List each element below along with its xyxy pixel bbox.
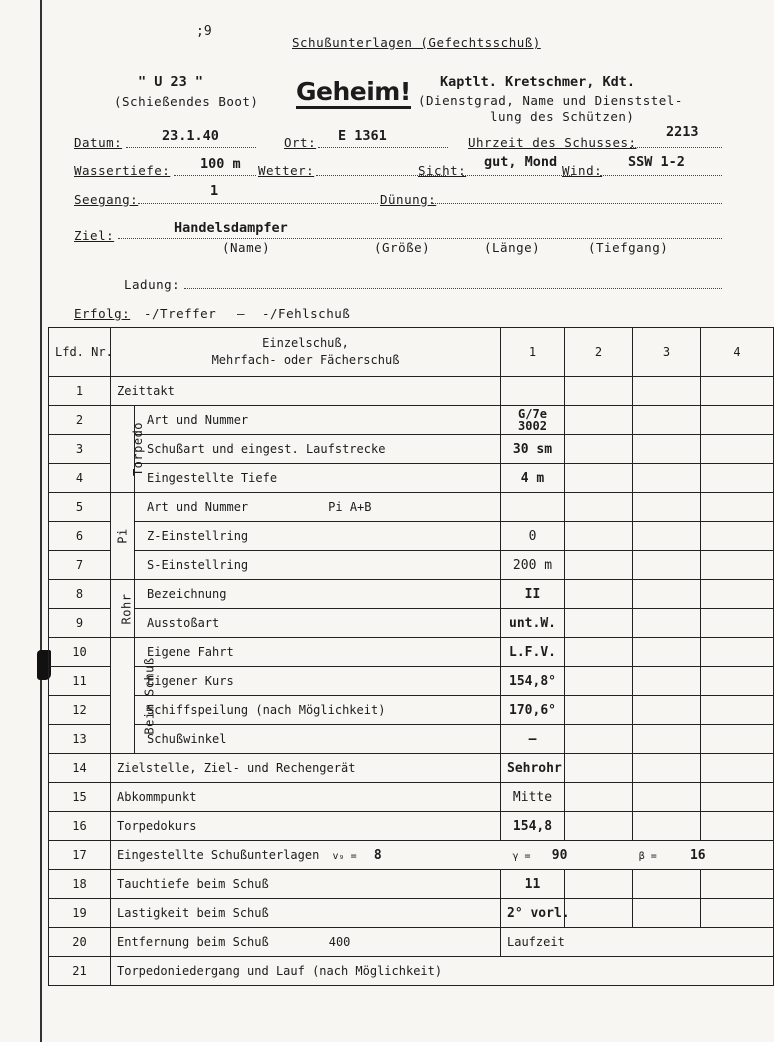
uhrzeit-value: 2213 <box>666 124 699 140</box>
datum-value: 23.1.40 <box>162 128 219 144</box>
group-pi: Pi <box>111 493 135 580</box>
group-rohr: Rohr <box>111 580 135 638</box>
uhrzeit-label: Uhrzeit des Schusses: <box>468 135 637 150</box>
ziel-laenge-caption: (Länge) <box>484 240 541 255</box>
firing-data-table <box>48 327 774 986</box>
laufzeit-cell: Laufzeit <box>501 928 774 957</box>
header-description: Einzelschuß, Mehrfach- oder Fächerschuß <box>111 328 501 377</box>
row-label: Eigene Fahrt <box>135 638 501 667</box>
ziel-label: Ziel: <box>74 228 115 243</box>
table-row <box>49 870 774 899</box>
row-label: Eingestellte Tiefe <box>135 464 501 493</box>
row-value-1: L.F.V. <box>501 638 565 667</box>
row-nr: 6 <box>49 522 111 551</box>
ziel-value: Handelsdampfer <box>174 220 288 236</box>
sicht-value: gut, Mond <box>484 154 558 170</box>
wetter-label: Wetter: <box>258 163 315 178</box>
row-label: Entfernung beim Schuß 400 <box>111 928 501 957</box>
wind-label: Wind: <box>562 163 603 178</box>
row-nr: 13 <box>49 725 111 754</box>
table-row <box>49 406 774 435</box>
row-nr: 17 <box>49 841 111 870</box>
erfolg-fehlschuss: -/Fehlschuß <box>262 306 351 321</box>
duenung-label: Dünung: <box>380 192 437 207</box>
row-label: Tauchtiefe beim Schuß <box>111 870 501 899</box>
secret-stamp: Geheim! <box>296 78 411 109</box>
row-value-1: G/7e 3002 <box>501 406 565 435</box>
row-nr: 7 <box>49 551 111 580</box>
ziel-name-caption: (Name) <box>222 240 271 255</box>
row-label: Art und Nummer <box>135 406 501 435</box>
row-value-1: 4 m <box>501 464 565 493</box>
row-nr: 9 <box>49 609 111 638</box>
table-row <box>49 435 774 464</box>
table-row <box>49 783 774 812</box>
table-row <box>49 957 774 986</box>
table-row <box>49 522 774 551</box>
margin-line <box>40 0 42 1042</box>
table-row <box>49 696 774 725</box>
row-label: Eigener Kurs <box>135 667 501 696</box>
seegang-value: 1 <box>210 183 219 199</box>
row-label: Torpedoniedergang und Lauf (nach Möglichkeit) <box>111 957 774 986</box>
row-label: Abkommpunkt <box>111 783 501 812</box>
wind-value: SSW 1-2 <box>628 154 685 170</box>
table-header-row <box>49 328 774 377</box>
row-nr: 10 <box>49 638 111 667</box>
commander-caption-1: (Dienstgrad, Name und Dienststel- <box>418 93 683 108</box>
row-value-1 <box>501 493 565 522</box>
ort-label: Ort: <box>284 135 317 150</box>
row-value-1: Mitte <box>501 783 565 812</box>
row-value-1: 200 m <box>501 551 565 580</box>
ziel-tiefgang-caption: (Tiefgang) <box>588 240 669 255</box>
row-label: Schußart und eingest. Laufstrecke <box>135 435 501 464</box>
row-value-1: unt.W. <box>501 609 565 638</box>
row-nr: 18 <box>49 870 111 899</box>
erfolg-label: Erfolg: <box>74 306 131 321</box>
row-label: Zielstelle, Ziel- und Rechengerät <box>111 754 501 783</box>
table-row <box>49 841 774 870</box>
row-label: Ausstoßart <box>135 609 501 638</box>
row-nr: 20 <box>49 928 111 957</box>
table-row <box>49 754 774 783</box>
header-col-1: 1 <box>501 328 565 377</box>
row-nr: 15 <box>49 783 111 812</box>
row-value-1: 2° vorl. <box>501 899 565 928</box>
row-label: Z-Einstellring <box>135 522 501 551</box>
row-nr: 2 <box>49 406 111 435</box>
row-nr: 12 <box>49 696 111 725</box>
erfolg-separator: – <box>237 306 246 321</box>
row-label: Zeittakt <box>111 377 501 406</box>
row-nr: 19 <box>49 899 111 928</box>
row-value-1: 154,8 <box>501 812 565 841</box>
group-beim-schuss: Beim Schuß <box>111 638 135 754</box>
table-row <box>49 725 774 754</box>
row-value-1 <box>501 377 565 406</box>
row-label: Art und Nummer Pi A+B <box>135 493 501 522</box>
row-nr: 3 <box>49 435 111 464</box>
row-label: Eingestellte Schußunterlagen v₉ = 8 <box>111 841 501 870</box>
ziel-groesse-caption: (Größe) <box>374 240 431 255</box>
ladung-label: Ladung: <box>124 277 181 292</box>
commander-value: Kaptlt. Kretschmer, Kdt. <box>440 74 636 90</box>
header-col-4: 4 <box>701 328 774 377</box>
wassertiefe-value: 100 m <box>200 156 241 172</box>
erfolg-treffer: -/Treffer <box>144 306 217 321</box>
row-nr: 4 <box>49 464 111 493</box>
row-value-1: Sehrohr <box>501 754 565 783</box>
row-label: Bezeichnung <box>135 580 501 609</box>
commander-caption-2: lung des Schützen) <box>490 109 635 124</box>
table-row <box>49 928 774 957</box>
page-mark: ;9 <box>196 24 212 39</box>
row-nr: 1 <box>49 377 111 406</box>
row-label: Schußwinkel <box>135 725 501 754</box>
table-row <box>49 551 774 580</box>
ort-value: E 1361 <box>338 128 387 144</box>
seegang-label: Seegang: <box>74 192 139 207</box>
row-label: Schiffspeilung (nach Möglichkeit) <box>135 696 501 725</box>
row-nr: 14 <box>49 754 111 783</box>
row-nr: 5 <box>49 493 111 522</box>
header-col-2: 2 <box>565 328 633 377</box>
row-nr: 21 <box>49 957 111 986</box>
wassertiefe-label: Wassertiefe: <box>74 163 171 178</box>
row-17-angles: γ = 90 β = 16 <box>501 841 774 870</box>
row-value-1: II <box>501 580 565 609</box>
boat-value: " U 23 " <box>138 74 204 90</box>
document-title: Schußunterlagen (Gefechtsschuß) <box>292 35 541 50</box>
row-value-1: 154,8° <box>501 667 565 696</box>
row-value-1: 0 <box>501 522 565 551</box>
table-row <box>49 899 774 928</box>
table-row <box>49 609 774 638</box>
table-row <box>49 638 774 667</box>
sicht-label: Sicht: <box>418 163 467 178</box>
group-torpedo: Torpedo <box>111 406 135 493</box>
table-row <box>49 667 774 696</box>
row-nr: 16 <box>49 812 111 841</box>
row-label: S-Einstellring <box>135 551 501 580</box>
row-label: Torpedokurs <box>111 812 501 841</box>
row-value-1: 11 <box>501 870 565 899</box>
datum-label: Datum: <box>74 135 123 150</box>
boat-caption: (Schießendes Boot) <box>114 94 259 109</box>
table-row <box>49 580 774 609</box>
row-nr: 8 <box>49 580 111 609</box>
header-nr: Lfd. Nr. <box>49 328 111 377</box>
row-value-1: 30 sm <box>501 435 565 464</box>
row-nr: 11 <box>49 667 111 696</box>
table-row <box>49 377 774 406</box>
table-row <box>49 812 774 841</box>
header-col-3: 3 <box>633 328 701 377</box>
table-row <box>49 464 774 493</box>
row-label: Lastigkeit beim Schuß <box>111 899 501 928</box>
table-row <box>49 493 774 522</box>
row-value-1: 170,6° <box>501 696 565 725</box>
row-value-1: – <box>501 725 565 754</box>
